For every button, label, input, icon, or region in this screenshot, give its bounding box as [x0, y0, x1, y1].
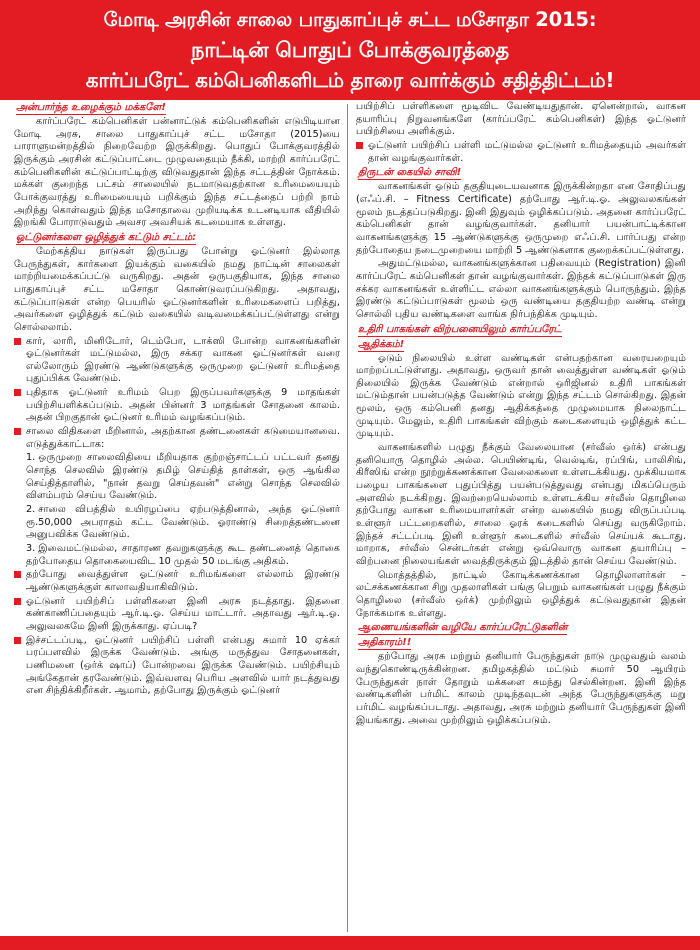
numbered-item — [14, 452, 340, 503]
paragraph-summary: மொத்தத்தில், நாட்டில் கோடிக்கணக்கான தொழிலாளர்கள் – லட்சக்கணக்கான சிறு முதலாளிகள் பங்கு பெறும் வாகனங்கள் பழுது நீக்கும் தொழிலை (சர்வீஸ் ஒர்க்) முற்றிலும் ஒழித்துக் கட்டுவதுதான் இதன் நோக்கமாக உள்ளது. — [356, 569, 686, 619]
paragraph-buses: தற்போது அரசு மற்றும் தனியார் பேருந்துகள் நாடு முழுவதும் வலம் வந்துகொண்டிருக்கின்றன. தமிழகத்தில் மட்டும் சுமார் 50 ஆயிரம் பேருந்துகள் நாள் தோறும் மக்களை சுமந்து செல்கின்றன. இனி இந்த வண்டிகளின் பர்மிட் காலம் முடிந்தவுடன் அந்த பேருந்துகளுக்கு மறு பர்மிட் வழங்கப்படாது. அதாவது, அரசு மற்றும் தனியார் பேருந்துகள் இனி இயங்காது. அவை முற்றிலும் ஒழிக்கப்படும். — [356, 651, 686, 726]
bullet-square-icon — [14, 338, 21, 345]
section-heading-commissions: ஆணையங்களின் வழியே கார்ப்பரேட்டுகளின் — [358, 622, 568, 634]
bullet-text: கார், லாரி, மினிடோர், டெம்போ, டாக்ஸி போன்ற வாகனங்களின் ஓட்டுனர்கள் மட்டுமல்ல, இரு சக்கர வாகன ஓட்டுனர்கள் வரை எல்லோரும் இரண்டு ஆண்டுகளுக்கு ஒருமுறை ஓட்டுனர் உரிமத்தை புதுப்பிக்க வேண்டும். — [26, 335, 340, 385]
numbered-text: இவைமட்டுமல்ல, சாதாரண தவறுகளுக்கு கூட தண்டனைத் தொகை தற்போதைய தொகையைவிட 10 முதல் 50 மடங்கு அதிகம். — [26, 543, 340, 567]
bullet-square-icon — [356, 142, 363, 149]
bullet-square-icon — [14, 428, 21, 435]
bullet-item — [14, 336, 340, 387]
headline-line-2: நாட்டின் பொதுப் போக்குவரத்தை — [190, 38, 510, 62]
right-column — [356, 101, 686, 936]
section-heading-greeting: அன்பார்ந்த உழைக்கும் மக்களே! — [16, 102, 166, 113]
bullet-item — [14, 596, 340, 634]
headline-line-3: கார்ப்பரேட் கம்பெனிகளிடம் தாரை வார்க்கும் சதித்திட்டம்! — [85, 68, 615, 92]
column-divider — [347, 104, 348, 932]
bullet-item — [14, 635, 340, 698]
bullet-item — [14, 426, 340, 451]
bullet-text: ஓட்டுனர் பயிற்சிப் பள்ளிகளை இனி அரசு நடத்தாது. இதனை கண்காணிப்பதையும் ஆர்.டி.ஓ. செய்ய மாட்டார். அதாவது ஆர்.டி.ஓ. அலுவலகமே இனி இருக்காது. ஏப்படி? — [26, 595, 340, 632]
numbered-text: சாலை விபத்தில் உயிரழப்பை ஏற்படுத்தினால், அந்த ஓட்டுனர் ரூ.50,000 அபராதம் கட்ட வேண்டும். ஓராண்டு சிறைத்தண்டனை அனுபவிக்க வேண்டும். — [26, 504, 340, 541]
numbered-text: ஒருமுறை சாலைவிதியை மீறியதாக குற்றஞ்சாட்டப் பட்டவர் தனது சொந்த செலவில் இரண்டு தமிழ் செய்தித் தாள்கள், ஒரு ஆங்கில செய்தித்தாளில், "நான் தவறு செய்தவன்" என்று சொந்த செலவில் விளம்பரம் செய்ய வேண்டும். — [26, 452, 340, 502]
numbered-item — [14, 543, 340, 568]
section-heading-thief-key: திருடன் கையில் சாவி! — [358, 167, 462, 179]
bullet-text: ஓட்டுனர் பயிற்சிப் பள்ளி மட்டுமல்ல ஓட்டுனர் உரிமத்தையும் அவர்கள் தான் வழங்குவார்கள். — [368, 139, 686, 164]
bullet-square-icon — [14, 637, 21, 644]
item-number: 3. — [26, 543, 36, 554]
bullet-item — [14, 569, 340, 594]
paragraph-driverless: மேற்கத்திய நாடுகள் இருப்பது போன்று ஓட்டுனர் இல்லாத பேருந்துகள், கார்களை இயக்கும் வகையில் நமது நாட்டின் சாலைகள் மாற்றியமைக்கப்பட்டு வருகிறது. அதன் ஒருபகுதியாக, இந்த சாலை பாதுகாப்புச் சட்ட மசோதா கொண்டுவரப்படுகிறது. அதாவது, கட்டுப்பாடுகள் என்ற பெயரில் ஓட்டுனர்களின் உரிமைகளைப் பறித்து, அவர்களை ஒழித்துக் கட்டும் வகையில் வடிவமைக்கப்பட்டுள்ளது என்று சொல்லலாம். — [14, 245, 340, 333]
footer-band — [0, 936, 700, 950]
bullet-square-icon — [14, 598, 21, 605]
paragraph-registration: அதுமட்டுமல்ல, வாகனங்களுக்கான பதிவையும் (Registration) இனி கார்ப்பரேட் கம்பெனிகள் தான் வழங்குவார்கள். இந்தக் கட்டுப்பாடுகள் இரு சக்கர வாகனங்கள் உள்ளிட்ட எல்லா வாகனங்களுக்கும் பொருந்தும். இந்த இரண்டு கட்டுப்பாடுகள் மூலம் ஒரு வண்டியை தகுதியற்ற வண்டி என்று சொல்லி புதிய வண்டிகளை வாங்க நிர்பந்திக்க முடியும். — [356, 258, 686, 320]
bullet-text: சாலை விதிகளை மீறினால், அதற்கான தண்டனைகள் கடுமையானவை. எடுத்துக்காட்டாக: — [26, 426, 340, 450]
section-heading-spare-parts-cont: ஆதிக்கம்! — [358, 338, 405, 350]
headline-line-1: மோடி அரசின் சாலை பாதுகாப்புச் சட்ட மசோதா 2015: — [103, 8, 597, 31]
section-heading-drivers-law: ஓட்டுனர்களை ஒழித்துக் கட்டும் சட்டம்: — [16, 231, 197, 243]
bullet-square-icon — [14, 389, 21, 396]
bullet-text: புதிதாக ஓட்டுனர் உரிமம் பெற இருப்பவர்களுக்கு 9 மாதங்கள் பயிற்சியளிக்கப்படும். அதன் பின்னர் 3 மாதங்கள் சோதனை காலம். அதன் பிறகுதான் ஓட்டுனர் உரிமம் வழங்கப்படும். — [26, 387, 340, 424]
paragraph-service-work: வாகனங்களில் பழுது நீக்கும் வேலையான (சர்வீஸ் ஒர்க்) என்பது தனியொரு தொழில் அல்ல. பெயிண்டிங், வெல்டிங், ரப்பிங், பாலிசிங், கிரீஸிங் என்ற நூற்றுக்கணக்கான வேலைகளை உள்ளடக்கியது. முக்கியமாக பழைய பாகங்களை புதுப்பித்து பயன்படுத்துவது என்பது மிகப்பெரும் அளவில் நடக்கிறது. இவற்றையெல்லாம் உள்ளடக்கிய சர்வீஸ் தொழிலை தற்போது வாகன உரிமையாளர்கள் என்ற வகையில் நமது விருப்பப்படி உள்ளூர் பட்டறைகளில், சாலை ஓரக் கடைகளில் செய்து வருகிறோம். இந்தச் சட்டப்படி இனி உள்ளூர் கடைகளில் சர்வீஸ் செய்யக் கூடாது. மாறாக, சர்வீஸ் சென்டர்கள் என்று ஒவ்வொரு வாகன தயாரிப்பு – விற்பனை நிலையங்கள் வைத்திருக்கும் இடத்தில் தான் செய்ய வேண்டும். — [356, 442, 686, 567]
bullet-text: இச்சட்டப்படி, ஓட்டுனர் பயிற்சிப் பள்ளி என்பது சுமார் 10 ஏக்கர் பரப்பளவில் இருக்க வேண்டும். அங்கு மருத்துவ சோதனைகள், பணிமனை (ஒர்க் ஷாப்) போன்றவை இருக்க வேண்டும். பயிற்சியும் அங்கேதான் தரவேண்டும். இவ்வளவு பெரிய அளவில் யார் நடத்துவது என சிந்திக்கிறீர்கள். ஆமாம், தற்போது இருக்கும் ஓட்டுனர் — [26, 634, 340, 697]
bullet-square-icon — [14, 571, 21, 578]
section-heading-commissions-cont: அதிகாரம்!! — [358, 637, 412, 649]
paragraph-spare-parts: ஓடும் நிலையில் உள்ள வண்டிகள் என்பதற்கான வரையறையும் மாற்றப்பட்டுள்ளது. அதாவது, ஒருவர் தான் வைத்துள்ள வண்டிகள் ஓடும் நிலையில் இருக்க வேண்டும் என்றால் ஒரிஜினல் உதிரி பாகங்கள் மட்டும்தான் பயன்படுத்த வேண்டும் என்று இந்த சட்டம் சொல்கிறது. இதன் மூலம், ஒரு கம்பெனி தனது ஆதிக்கத்தை முழுமையாக நிலைநாட்ட முடியும். மேலும், உதிரி பாகங்கள் விற்கும் கடைகளையும் ஒழித்துக் கட்ட முடியும். — [356, 352, 686, 440]
paragraph-continuation: பயிற்சிப் பள்ளிகளை மூடிவிட வேண்டியதுதான். ஏனென்றால், வாகன தயாரிப்பு நிறுவனங்களே (கார்ப்பரேட் கம்பெனிகள்) இந்த ஓட்டுனர் பயிற்சியை அளிக்கும். — [356, 101, 686, 138]
bullet-item — [356, 140, 686, 165]
item-number: 1. — [26, 452, 36, 464]
bullet-item — [14, 387, 340, 425]
left-column — [14, 101, 340, 936]
paragraph-fitness-certificate: வாகனங்கள் ஓடும் தகுதியுடையவனாக இருக்கின்றதா என சோதிப்பது (எஃப்.சி. – Fitness Certificate) தற்போது ஆர்.டி.ஓ. அலுவலகங்கள் மூலம் நடத்தப்படுகிறது. இனி இதுவும் ஒழிக்கப்படும். அதனை கார்ப்பரேட் கம்பெனிகள் தான் வழங்குவார்கள். தனியார் பயன்பாட்டிக்கான வாகனங்களுக்கு 15 ஆண்டுகளுக்கு ஒருமுறை எஃப்.சி. பார்ப்பது என்ற தற்போதைய நடைமுறையை மாற்றி 5 ஆண்டுகளாக குறைக்கப்பட்டுள்ளது. — [356, 181, 686, 256]
intro-paragraph: கார்ப்பரேட் கம்பெனிகள் பன்னாட்டுக் கம்பெனிகளின் எடுபிடியான மோடி அரசு, சாலை பாதுகாப்புச் சட்ட மசோதா (2015)யை பாராளுமன்றத்தில் நிறைவேற்ற இருக்கிறது. பொதுப் போக்குவரத்தில் இருக்கும் அரசின் கட்டுப்பாட்டை முழுவதையும் நீக்கி, மாற்றி கார்ப்பரேட் கம்பெனிகளின் கட்டுப்பாட்டிற்கு விடுவதுதான் இந்த சட்டத்தின் நோக்கம். மக்கள் குறைந்த பட்சம் சாலையில் நடமாடுவதற்கான உரிமையையும் போக்குவரத்து உரிமையையும் பறிக்கும் இந்த சட்டத்தைப் பற்றி நாம் அறிந்து கொள்வதும் இந்த மசோதாவை முறியடிக்க உடனடியாக வீதியில் இறங்கி போராடுவதும் அவசர அவசியக் கடமையாக உள்ளது. — [14, 116, 340, 229]
item-number: 2. — [26, 504, 36, 516]
numbered-item — [14, 504, 340, 542]
section-heading-spare-parts: உதிரி பாகங்கள் விற்பனையிலும் கார்ப்பரேட் — [358, 323, 562, 335]
bullet-text: தற்போது வைத்துள்ள ஓட்டுனர் உரிமங்களை எல்லாம் இரண்டு ஆண்டுகளுக்குள் காலாவதியாகிவிடும். — [26, 569, 340, 593]
header-banner — [0, 0, 700, 100]
